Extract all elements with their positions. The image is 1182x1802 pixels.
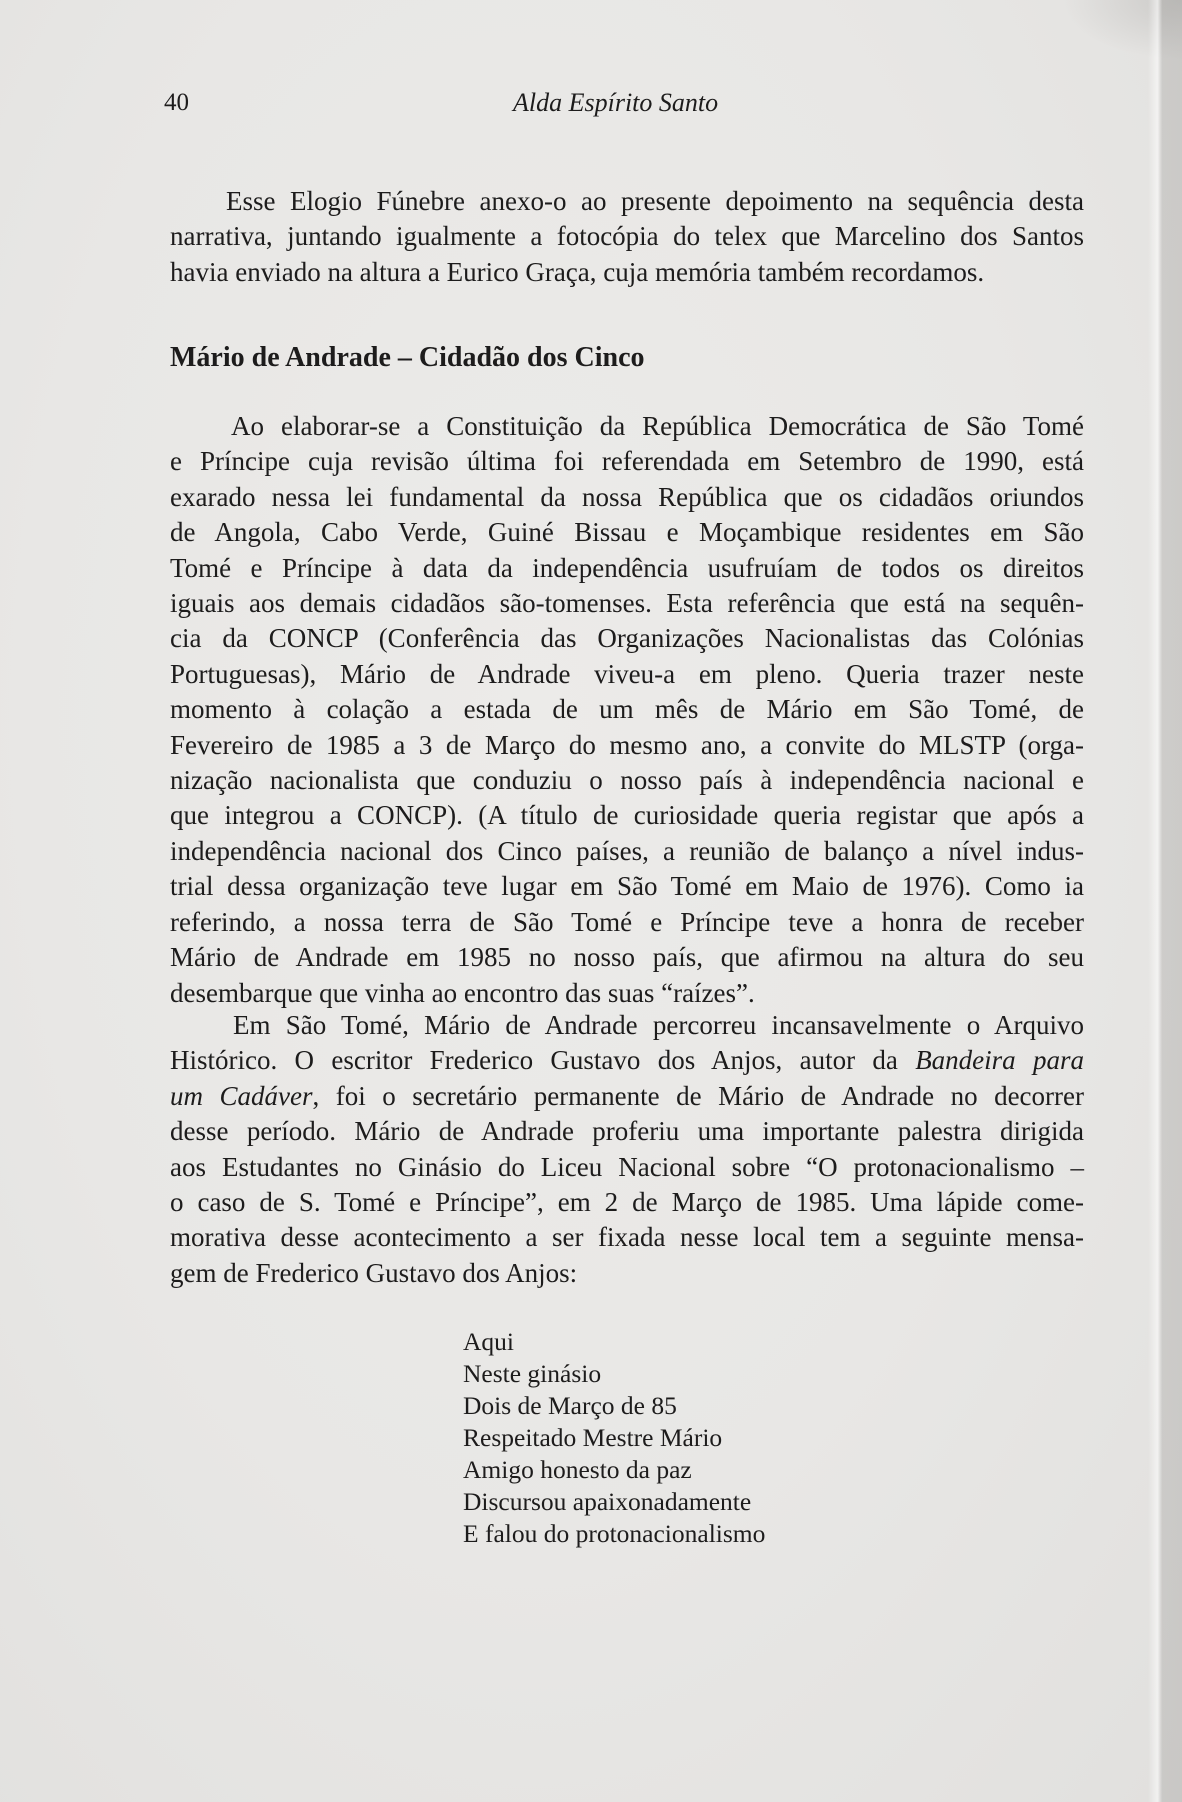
paragraph-arquivo-historico xyxy=(170,1008,1084,1291)
verse-line xyxy=(463,1422,765,1454)
text-line xyxy=(170,657,1084,692)
text-line xyxy=(170,728,1084,763)
text-line-text: nização nacionalista que conduziu o nosso país à independência nacional e xyxy=(170,765,1084,796)
text-line-text: morativa desse acontecimento a ser fixada nesse local tem a seguinte mensa- xyxy=(170,1222,1084,1253)
paragraph-constituicao xyxy=(170,409,1084,1011)
page-edge-shadow xyxy=(1148,0,1182,1802)
text-line xyxy=(170,940,1084,975)
text-line-text xyxy=(170,1081,1084,1111)
text-line-text: independência nacional dos Cinco países, a reunião de balanço a nível indus- xyxy=(170,835,1084,866)
text-line xyxy=(170,1185,1084,1220)
text-line-text: Mário de Andrade em 1985 no nosso país, que afirmou na altura do seu xyxy=(170,942,1084,973)
italic-book-title: um Cadáver xyxy=(170,1080,313,1111)
text-line-text: Portuguesas), Mário de Andrade viveu-a em pleno. Queria trazer neste xyxy=(170,658,1084,689)
text-line-text: Tomé e Príncipe à data da independência usufruíam de todos os direitos xyxy=(170,552,1084,583)
text-line xyxy=(170,763,1084,798)
text-line-text: Esse Elogio Fúnebre anexo-o ao presente depoimento na sequência desta xyxy=(226,186,1084,216)
page-number: 40 xyxy=(164,89,189,116)
verse-line xyxy=(463,1390,765,1422)
text-line xyxy=(170,551,1084,586)
text-segment: Histórico. O escritor Frederico Gustavo dos Anjos, autor da xyxy=(170,1045,916,1076)
text-line xyxy=(170,1150,1084,1185)
text-line xyxy=(170,444,1084,479)
text-line xyxy=(170,515,1084,550)
inscription-verse xyxy=(463,1326,765,1550)
text-line xyxy=(170,869,1084,904)
text-line xyxy=(170,798,1084,833)
verse-line-text: Respeitado Mestre Mário xyxy=(463,1423,723,1452)
text-line xyxy=(170,586,1084,621)
text-line xyxy=(170,976,1084,1011)
text-line-text: desse período. Mário de Andrade proferiu uma importante palestra dirigida xyxy=(170,1116,1084,1147)
text-line-text: iguais aos demais cidadãos são-tomenses. Esta referência que está na sequên- xyxy=(170,588,1084,619)
text-line-text: momento à colação a estada de um mês de Mário em São Tomé, de xyxy=(170,694,1084,725)
verse-line xyxy=(463,1486,765,1518)
text-line xyxy=(170,621,1084,656)
verse-line-text: Neste ginásio xyxy=(463,1359,602,1388)
text-line xyxy=(170,1256,1084,1291)
text-line-text: cia da CONCP (Conferência das Organizações Nacionalistas das Colónias xyxy=(170,623,1084,654)
text-line-text: havia enviado na altura a Eurico Graça, cuja memória também recordamos. xyxy=(170,256,985,287)
text-line-text: de Angola, Cabo Verde, Guiné Bissau e Moçambique residentes em São xyxy=(170,517,1084,548)
text-line xyxy=(170,1008,1084,1043)
text-line-text: Em São Tomé, Mário de Andrade percorreu incansavelmente o Arquivo xyxy=(233,1010,1084,1040)
text-line-text: referindo, a nossa terra de São Tomé e Príncipe teve a honra de receber xyxy=(170,906,1084,937)
verse-line xyxy=(463,1518,765,1550)
verse-line xyxy=(463,1326,765,1358)
text-line-text xyxy=(170,1045,1084,1075)
text-line-text: o caso de S. Tomé e Príncipe”, em 2 de Março de 1985. Uma lápide come- xyxy=(170,1187,1084,1218)
text-line-text: gem de Frederico Gustavo dos Anjos: xyxy=(170,1257,578,1288)
text-line-text: trial dessa organização teve lugar em São Tomé em Maio de 1976). Como ia xyxy=(170,871,1084,902)
text-line xyxy=(170,1079,1084,1114)
section-heading: Mário de Andrade – Cidadão dos Cinco xyxy=(170,342,645,373)
text-line xyxy=(170,480,1084,515)
verse-line xyxy=(463,1358,765,1390)
text-line xyxy=(170,255,1084,290)
text-line-text: Fevereiro de 1985 a 3 de Março do mesmo ano, a convite do MLSTP (orga- xyxy=(170,729,1084,760)
running-title: Alda Espírito Santo xyxy=(513,88,719,117)
text-line-text: e Príncipe cuja revisão última foi referendada em Setembro de 1990, está xyxy=(170,446,1084,477)
text-line-text: exarado nessa lei fundamental da nossa República que os cidadãos oriundos xyxy=(170,481,1084,512)
paragraph-elogio-funebre xyxy=(170,184,1084,290)
text-line xyxy=(170,219,1084,254)
text-line xyxy=(170,905,1084,940)
text-line-text: que integrou a CONCP). (A título de curiosidade queria registar que após a xyxy=(170,800,1084,831)
text-line-text: Ao elaborar-se a Constituição da República Democrática de São Tomé xyxy=(231,411,1084,441)
text-line xyxy=(170,409,1084,444)
italic-book-title: Bandeira para xyxy=(915,1045,1084,1076)
text-line xyxy=(170,692,1084,727)
text-segment: , foi o secretário permanente de Mário de Andrade no decorrer xyxy=(312,1080,1085,1111)
verse-line xyxy=(463,1454,765,1486)
text-line-text: desembarque que vinha ao encontro das suas “raízes”. xyxy=(170,977,755,1008)
text-line xyxy=(170,1114,1084,1149)
verse-line-text: E falou do protonacionalismo xyxy=(463,1519,766,1548)
verse-line-text: Discursou apaixonadamente xyxy=(463,1487,752,1516)
text-line xyxy=(170,834,1084,869)
verse-line-text: Amigo honesto da paz xyxy=(463,1455,692,1484)
text-line xyxy=(170,184,1084,219)
verse-line-text: Dois de Março de 85 xyxy=(463,1391,677,1420)
verse-line-text: Aqui xyxy=(463,1327,514,1356)
text-line-text: narrativa, juntando igualmente a fotocópia do telex que Marcelino dos Santos xyxy=(170,221,1084,252)
text-line-text: aos Estudantes no Ginásio do Liceu Nacional sobre “O protonacionalismo – xyxy=(170,1151,1084,1182)
text-line xyxy=(170,1220,1084,1255)
text-line xyxy=(170,1043,1084,1078)
